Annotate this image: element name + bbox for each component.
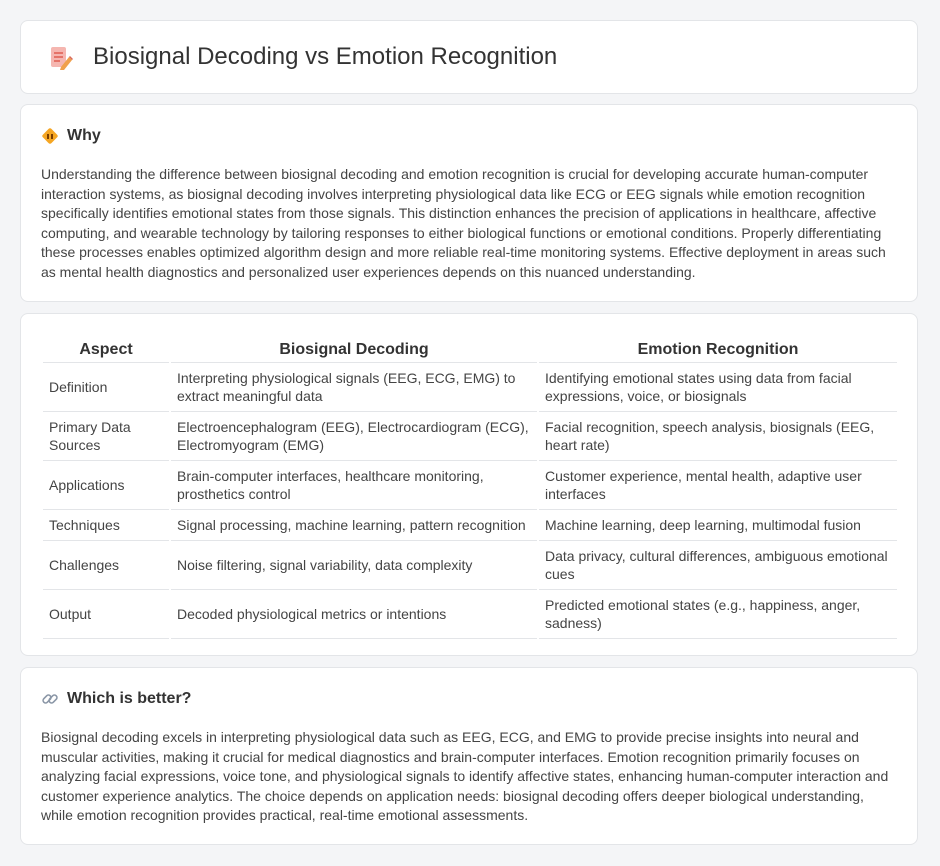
why-title: Why xyxy=(67,127,101,144)
comparison-card xyxy=(20,313,918,656)
table-header-row xyxy=(43,334,897,363)
table-cell: Brain-computer interfaces, healthcare monitoring, prosthetics control xyxy=(171,461,537,510)
table-cell: Machine learning, deep learning, multimodal fusion xyxy=(539,510,897,541)
table-row xyxy=(43,363,897,412)
table-row xyxy=(43,412,897,461)
comparison-table xyxy=(41,334,899,639)
table-cell: Primary Data Sources xyxy=(43,412,169,461)
table-row xyxy=(43,510,897,541)
table-cell: Noise filtering, signal variability, data complexity xyxy=(171,541,537,590)
table-cell: Data privacy, cultural differences, ambiguous emotional cues xyxy=(539,541,897,590)
table-cell: Identifying emotional states using data from facial expressions, voice, or biosignals xyxy=(539,363,897,412)
table-cell: Signal processing, machine learning, pattern recognition xyxy=(171,510,537,541)
why-section xyxy=(20,104,918,302)
why-heading xyxy=(41,127,101,145)
table-row xyxy=(43,590,897,639)
which-title: Which is better? xyxy=(67,690,192,707)
table-cell: Decoded physiological metrics or intentions xyxy=(171,590,537,639)
why-text: Understanding the difference between biosignal decoding and emotion recognition is crucial for developing accurate human-computer interaction systems, as biosignal decoding involves interpreting physiological data like ECG or EEG signals while emotion recognition specifically identifies emotional states from those signals. This distinction enhances the precision of applications in healthcare, affective computing, and wearable technology by tailoring responses to either biological functions or emotional conditions. Properly differentiating these processes enables optimized algorithm design and more reliable real-time monitoring systems. Effective deployment in areas such as mental health diagnostics and personalized user experiences depends on this nuanced understanding. xyxy=(41,166,886,280)
table-cell: Challenges xyxy=(43,541,169,590)
header-biosignal: Biosignal Decoding xyxy=(171,334,537,363)
table-cell: Electroencephalogram (EEG), Electrocardiogram (ECG), Electromyogram (EMG) xyxy=(171,412,537,461)
table-cell: Techniques xyxy=(43,510,169,541)
header-card xyxy=(20,20,918,94)
which-heading xyxy=(41,690,191,708)
table-cell: Applications xyxy=(43,461,169,510)
which-text: Biosignal decoding excels in interpreting physiological data such as EEG, ECG, and EMG to provide precise insights into neural and muscular activities, making it crucial for medical diagnostics and brain-computer interfaces. Emotion recognition primarily focuses on analyzing facial expressions, voice tone, and physiological signals to identify affective states, enhancing human-computer interaction and customer experience analytics. The choice depends on application needs: biosignal decoding offers deeper biological understanding, while emotion recognition provides practical, real-time emotional assessments. xyxy=(41,729,889,823)
document-icon xyxy=(47,45,73,71)
table-row xyxy=(43,461,897,510)
table-cell: Facial recognition, speech analysis, biosignals (EEG, heart rate) xyxy=(539,412,897,461)
header-emotion: Emotion Recognition xyxy=(539,334,897,363)
table-cell: Output xyxy=(43,590,169,639)
diamond-warning-icon xyxy=(41,127,59,145)
link-icon xyxy=(41,690,59,708)
table-cell: Interpreting physiological signals (EEG, ECG, EMG) to extract meaningful data xyxy=(171,363,537,412)
which-section xyxy=(20,667,918,845)
table-cell: Customer experience, mental health, adaptive user interfaces xyxy=(539,461,897,510)
page-title: Biosignal Decoding vs Emotion Recognition xyxy=(93,43,558,70)
header-aspect: Aspect xyxy=(43,334,169,363)
table-cell: Predicted emotional states (e.g., happiness, anger, sadness) xyxy=(539,590,897,639)
table-cell: Definition xyxy=(43,363,169,412)
table-row xyxy=(43,541,897,590)
